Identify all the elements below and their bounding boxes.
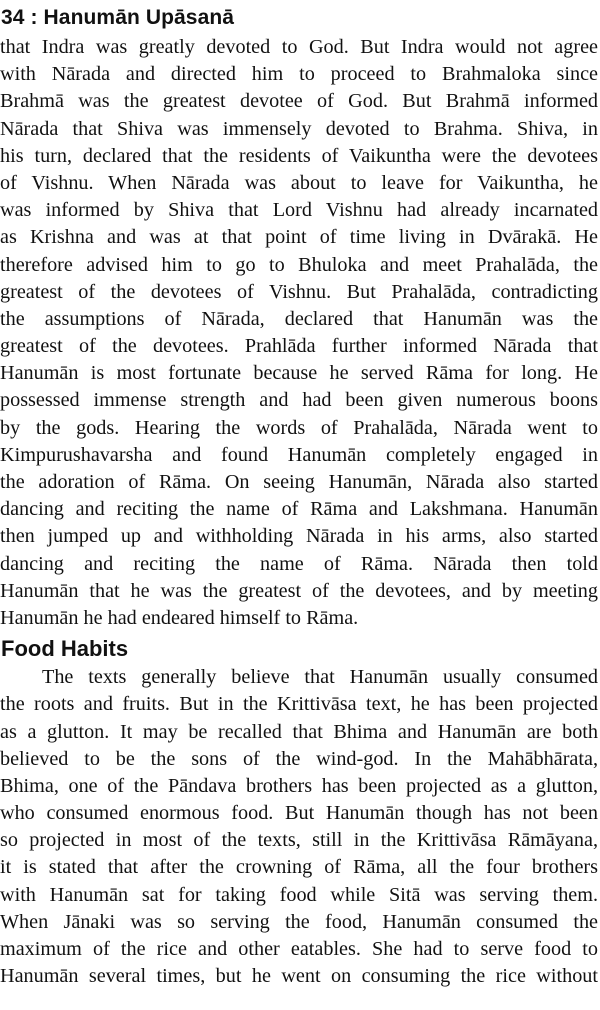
paragraph-food-habits	[0, 664, 600, 990]
text-line: as a glutton. It may be recalled that Bhima and Hanumān are both	[0, 720, 598, 743]
text-line: with Hanumān sat for taking food while Sitā was serving them.	[0, 883, 598, 906]
text-line: therefore advised him to go to Bhuloka and meet Prahalāda, the	[0, 253, 598, 276]
text-line: greatest of the devotees of Vishnu. But Prahalāda, contradicting	[0, 280, 598, 303]
text-line: the assumptions of Nārada, declared that Hanumān was the	[0, 307, 598, 330]
text-line: Hanumān he had endeared himself to Rāma.	[0, 606, 359, 629]
text-line: of Vishnu. When Nārada was about to leave for Vaikuntha, he	[0, 171, 598, 194]
text-line: with Nārada and directed him to proceed to Brahmaloka since	[0, 63, 598, 86]
text-line: it is stated that after the crowning of Rāma, all the four brothers	[0, 856, 598, 879]
text-line: the roots and fruits. But in the Krittivāsa text, he has been projected	[0, 693, 598, 716]
text-line: so projected in most of the texts, still in the Krittivāsa Rāmāyana,	[0, 829, 598, 852]
text-line: Hanumān several times, but he went on consuming the rice without	[0, 965, 598, 988]
text-line: dancing and reciting the name of Rāma. Nārada then told	[0, 552, 598, 575]
text-line: was informed by Shiva that Lord Vishnu had already incarnated	[0, 199, 598, 222]
text-line: The texts generally believe that Hanumān usually consumed	[42, 666, 598, 689]
text-line: who consumed enormous food. But Hanumān though has not been	[0, 802, 598, 825]
text-line: Nārada that Shiva was immensely devoted to Brahma. Shiva, in	[0, 117, 598, 140]
text-line: Hanumān that he was the greatest of the devotees, and by meeting	[0, 579, 598, 602]
text-line: Hanumān is most fortunate because he served Rāma for long. He	[0, 362, 598, 385]
text-line: dancing and reciting the name of Rāma and Lakshmana. Hanumān	[0, 498, 598, 521]
text-line: then jumped up and withholding Nārada in his arms, also started	[0, 525, 598, 548]
text-line: Brahmā was the greatest devotee of God. But Brahmā informed	[0, 90, 598, 113]
text-line: as Krishna and was at that point of time living in Dvārakā. He	[0, 226, 598, 249]
paragraph-narada	[0, 34, 600, 632]
text-line: by the gods. Hearing the words of Prahalāda, Nārada went to	[0, 416, 598, 439]
section-heading-food-habits: Food Habits	[1, 636, 129, 662]
text-line: Bhima, one of the Pāndava brothers has been projected as a glutton,	[0, 774, 598, 797]
text-line: the adoration of Rāma. On seeing Hanumān, Nārada also started	[0, 471, 598, 493]
text-line: greatest of the devotees. Prahlāda further informed Nārada that	[0, 335, 598, 358]
text-line: his turn, declared that the residents of Vaikuntha were the devotees	[0, 144, 598, 167]
text-line: believed to be the sons of the wind-god. In the Mahābhārata,	[0, 747, 598, 770]
text-line: maximum of the rice and other eatables. She had to serve food to	[0, 938, 598, 960]
text-line: that Indra was greatly devoted to God. But Indra would not agree	[0, 36, 598, 58]
text-line: When Jānaki was so serving the food, Hanumān consumed the	[0, 910, 598, 933]
running-head: 34 : Hanumān Upāsanā	[1, 6, 235, 29]
text-line: possessed immense strength and had been given numerous boons	[0, 389, 598, 412]
text-line: Kimpurushavarsha and found Hanumān completely engaged in	[0, 443, 598, 466]
